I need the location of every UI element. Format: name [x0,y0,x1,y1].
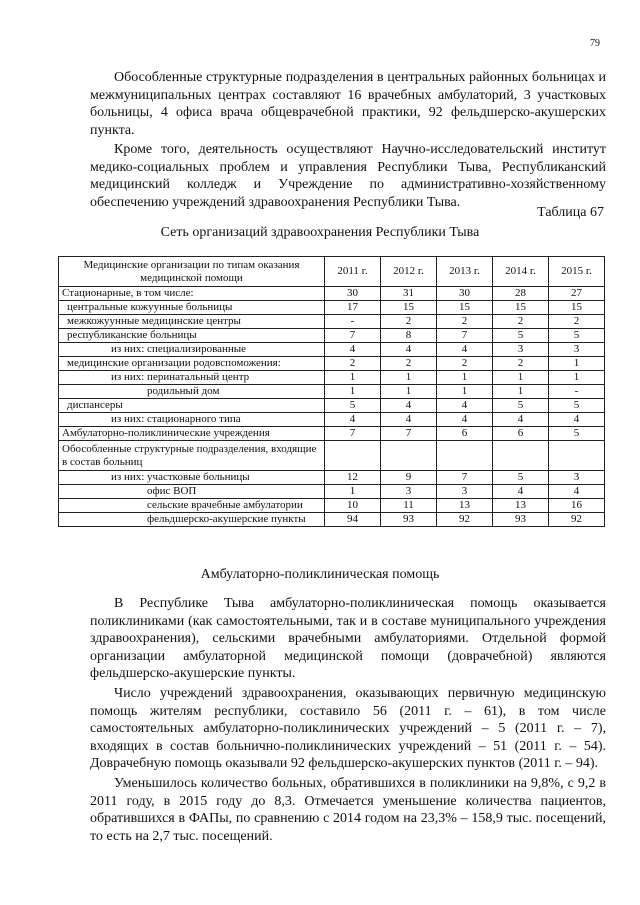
row-value: 4 [381,343,437,357]
table-header-row [59,257,605,287]
row-label: офис ВОП [59,485,325,499]
row-label: фельдшерско-акушерские пункты [59,513,325,527]
header-year: 2011 г. [325,257,381,287]
row-value: 17 [325,301,381,315]
row-value [549,441,605,471]
row-label: диспансеры [59,399,325,413]
row-label: межкожуунные медицинские центры [59,315,325,329]
row-value: 1 [493,385,549,399]
row-value: 1 [549,371,605,385]
row-value: 2 [549,315,605,329]
row-value: 6 [493,427,549,441]
row-value: 2 [437,315,493,329]
row-value: 93 [381,513,437,527]
row-value: 7 [381,427,437,441]
row-value: 30 [325,287,381,301]
table-row [59,441,605,471]
table-row [59,399,605,413]
row-value: 4 [381,413,437,427]
row-value: 30 [437,287,493,301]
row-value: 8 [381,329,437,343]
row-value: 4 [325,343,381,357]
row-value: 7 [325,427,381,441]
row-label: Обособленные структурные подразделения, входящие в состав больниц [59,441,325,471]
row-label: Амбулаторно-поликлинические учреждения [59,427,325,441]
table-row [59,357,605,371]
healthcare-network-table [58,256,605,527]
row-label: республиканские больницы [59,329,325,343]
row-value: 1 [381,371,437,385]
row-value: 2 [437,357,493,371]
row-value: - [549,385,605,399]
row-value: 5 [493,471,549,485]
row-value: 5 [493,329,549,343]
table-row [59,287,605,301]
row-value: 4 [493,413,549,427]
row-value: 1 [325,385,381,399]
row-label: центральные кожуунные больницы [59,301,325,315]
table-row [59,343,605,357]
row-value: 1 [381,385,437,399]
row-value [381,441,437,471]
row-value: 94 [325,513,381,527]
row-value: 15 [381,301,437,315]
row-value: 7 [437,329,493,343]
row-value: 2 [381,315,437,329]
row-value: 1 [325,371,381,385]
row-value: 92 [549,513,605,527]
row-value: 11 [381,499,437,513]
row-value: 4 [549,413,605,427]
row-value: 13 [437,499,493,513]
row-value: 1 [325,485,381,499]
row-value: 93 [493,513,549,527]
row-label: из них: участковые больницы [59,471,325,485]
row-label: медицинские организации родовспоможения: [59,357,325,371]
row-value: 3 [549,343,605,357]
table-row [59,413,605,427]
row-value: 5 [325,399,381,413]
row-value: 5 [549,427,605,441]
row-label: из них: специализированные [59,343,325,357]
row-value: 2 [493,357,549,371]
row-label: родильный дом [59,385,325,399]
row-value: 9 [381,471,437,485]
row-value: 1 [437,371,493,385]
row-label: сельские врачебные амбулатории [59,499,325,513]
row-value: 5 [549,329,605,343]
row-value: 4 [437,343,493,357]
table-row [59,485,605,499]
row-value: 3 [549,471,605,485]
row-value: 3 [381,485,437,499]
paragraph-outpatient-care: В Республике Тыва амбулаторно-поликлиническая помощь оказывается поликлиниками (как самостоятельными, так и в составе муниципального учреждения здравоохранения), сельскими врачебными амбулаториями. Отдельной формой организации амбулаторной медицинской помощи (доврачебной) являются фельдшерско-акушерские пункты. [90,596,606,682]
table-caption: Таблица 67 [537,205,604,220]
row-value: 4 [437,413,493,427]
table-row [59,385,605,399]
row-value: 1 [493,371,549,385]
row-value: 31 [381,287,437,301]
row-value [325,441,381,471]
row-value: 4 [325,413,381,427]
paragraph-other-institutions: Кроме того, деятельность осуществляют Научно-исследовательский институт медико-социальных проблем и управления Республики Тыва, Республиканский медицинский колледж и Учреждение по административно-хозяйственному обеспечению учреждений здравоохранения Республики Тыва. [90,142,606,210]
row-value [437,441,493,471]
table-row [59,301,605,315]
table-row [59,315,605,329]
header-year: 2013 г. [437,257,493,287]
page-number: 79 [590,38,600,49]
row-value: 3 [437,485,493,499]
table-row [59,471,605,485]
table-row [59,513,605,527]
row-value: 1 [549,357,605,371]
row-value: 10 [325,499,381,513]
row-value: 2 [493,315,549,329]
row-value: 4 [549,485,605,499]
row-label: Стационарные, в том числе: [59,287,325,301]
section-heading: Амбулаторно-поликлиническая помощь [200,567,440,582]
header-year: 2012 г. [381,257,437,287]
row-value: 6 [437,427,493,441]
row-value: 4 [437,399,493,413]
table-row [59,499,605,513]
table-title: Сеть организаций здравоохранения Республики Тыва [160,225,480,240]
paragraph-institution-count: Число учреждений здравоохранения, оказывающих первичную медицинскую помощь жителям республики, составило 56 (2011 г. – 61), в том числе самостоятельных амбулаторно-поликлинических учреждений – 5 (2011 г. – 7), входящих в состав больнично-поликлинических учреждений – 51 (2011 г. – 54). Доврачебную помощь оказывали 92 фельдшерско-акушерских пунктов (2011 г. – 94). [90,686,606,772]
row-value: 13 [493,499,549,513]
row-value: 2 [381,357,437,371]
row-value [493,441,549,471]
row-value: 2 [325,357,381,371]
table-row [59,427,605,441]
row-value: 92 [437,513,493,527]
row-value: 28 [493,287,549,301]
row-value: 5 [493,399,549,413]
row-label: из них: стационарного типа [59,413,325,427]
row-value: 7 [437,471,493,485]
row-value: 27 [549,287,605,301]
header-label: Медицинские организации по типам оказания медицинской помощи [59,257,325,287]
row-value: 4 [493,485,549,499]
row-value: 3 [493,343,549,357]
header-year: 2014 г. [493,257,549,287]
row-label: из них: перинатальный центр [59,371,325,385]
row-value: 7 [325,329,381,343]
row-value: 1 [437,385,493,399]
row-value: - [325,315,381,329]
row-value: 4 [381,399,437,413]
row-value: 15 [549,301,605,315]
header-year: 2015 г. [549,257,605,287]
paragraph-structural-units: Обособленные структурные подразделения в центральных районных больницах и межмуниципальных центрах составляют 16 врачебных амбулаторий, 3 участковых больницы, 4 офиса врача общеврачебной практики, 92 фельдшерско-акушерских пункта. [90,70,606,138]
row-value: 5 [549,399,605,413]
row-value: 16 [549,499,605,513]
row-value: 15 [437,301,493,315]
row-value: 12 [325,471,381,485]
table-row [59,329,605,343]
table-row [59,371,605,385]
paragraph-patient-decrease: Уменьшилось количество больных, обратившихся в поликлиники на 9,8%, с 9,2 в 2011 году, в 2015 году до 8,3. Отмечается уменьшение количества пациентов, обратившихся в ФАПы, по сравнению с 2014 годом на 23,3% – 158,9 тыс. посещений, то есть на 2,7 тыс. посещений. [90,776,606,844]
row-value: 15 [493,301,549,315]
